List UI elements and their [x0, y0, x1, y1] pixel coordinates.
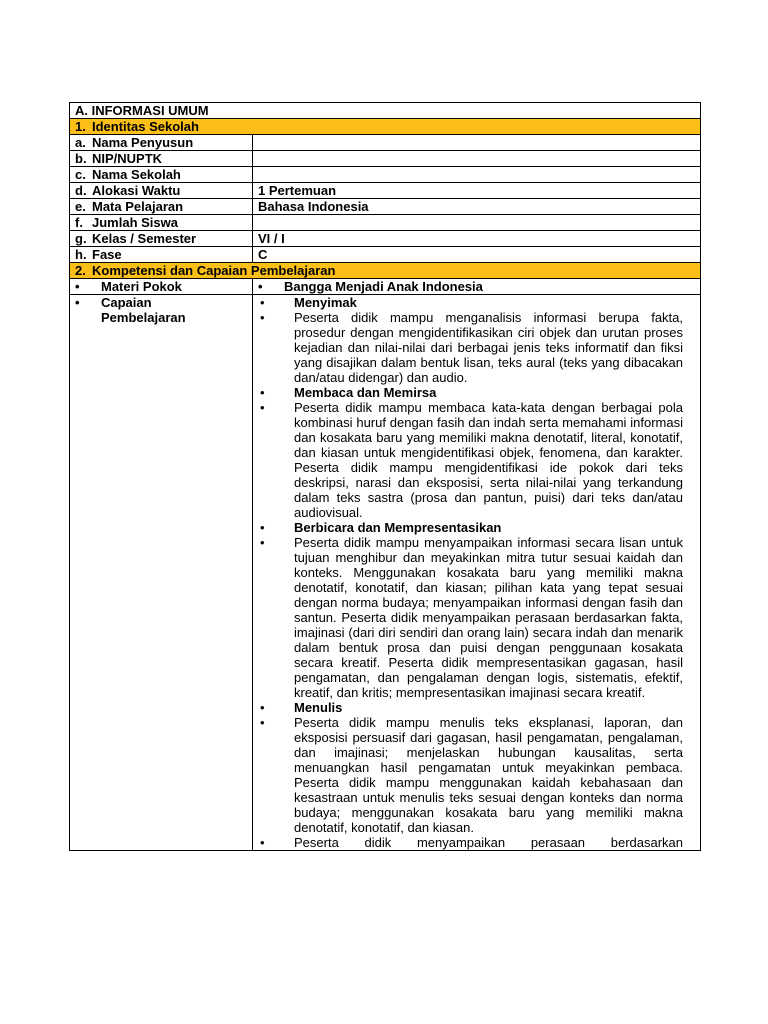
- identity-value: [253, 215, 701, 231]
- identity-value: C: [253, 247, 701, 263]
- identity-key: e.: [75, 199, 86, 214]
- list-item-text: Berbicara dan Mempresentasikan: [294, 520, 502, 535]
- list-item: [260, 310, 695, 385]
- section-2-row: [70, 263, 701, 279]
- section-2-label: Kompetensi dan Capaian Pembelajaran: [92, 263, 336, 278]
- bullet-icon: •: [260, 835, 265, 850]
- identity-row: [70, 215, 701, 231]
- section-a-row: [70, 103, 701, 119]
- list-heading: [260, 700, 695, 715]
- list-item: [260, 400, 695, 520]
- identity-label: NIP/NUPTK: [92, 151, 163, 166]
- list-heading: [260, 385, 695, 400]
- list-item-text: Peserta didik mampu menulis teks eksplanasi, laporan, dan eksposisi persuasif dari gagasan, hasil pengamatan, pengalaman, dan imajinasi; menjelaskan hubungan kausalitas, serta menuangkan hasil pengamatan untuk meyakinkan pembaca. Peserta didik mampu menggunakan kaidah kebahasaan dan kesastraan untuk menulis teks sesuai dengan konteks dan norma budaya; menggunakan kosakata baru yang memiliki makna denotatif, konotatif, dan kiasan.: [294, 715, 684, 835]
- identity-row: [70, 167, 701, 183]
- identity-label: Nama Penyusun: [92, 135, 194, 150]
- materi-row: [70, 279, 701, 295]
- identity-key: f.: [75, 215, 83, 230]
- identity-label: Kelas / Semester: [92, 231, 197, 246]
- section-a-heading: A. INFORMASI UMUM: [70, 103, 701, 119]
- bullet-icon: •: [260, 715, 265, 730]
- capaian-label-line2: Pembelajaran: [101, 310, 186, 325]
- materi-label: Materi Pokok: [101, 279, 182, 294]
- bullet-icon: •: [258, 279, 263, 294]
- section-2-heading: [70, 263, 701, 279]
- bullet-icon: •: [260, 385, 265, 400]
- bullet-icon: •: [260, 535, 265, 550]
- bullet-icon: •: [75, 279, 80, 294]
- identity-value: VI / I: [253, 231, 701, 247]
- capaian-label: [101, 295, 186, 325]
- list-item-text: Peserta didik menyampaikan perasaan berdasarkan: [294, 835, 684, 850]
- identity-label-cell: [70, 231, 253, 247]
- identity-label-cell: [70, 151, 253, 167]
- materi-label-cell: [70, 279, 253, 295]
- section-1-number: 1.: [75, 119, 86, 134]
- capaian-label-cell: [70, 295, 253, 851]
- bullet-icon: •: [260, 310, 265, 325]
- capaian-label-line1: Capaian: [101, 295, 152, 310]
- identity-label: Mata Pelajaran: [92, 199, 184, 214]
- materi-value-cell: [253, 279, 701, 295]
- list-heading: [260, 295, 695, 310]
- identity-key: g.: [75, 231, 87, 246]
- identity-key: c.: [75, 167, 86, 182]
- list-item: [260, 835, 695, 850]
- identity-row: [70, 199, 701, 215]
- bullet-icon: •: [260, 700, 265, 715]
- identity-key: h.: [75, 247, 87, 262]
- identity-key: d.: [75, 183, 87, 198]
- identity-value: 1 Pertemuan: [253, 183, 701, 199]
- section-2-number: 2.: [75, 263, 86, 278]
- identity-label-cell: [70, 199, 253, 215]
- identity-label: Nama Sekolah: [92, 167, 181, 182]
- list-item: [260, 715, 695, 835]
- identity-value: [253, 151, 701, 167]
- identity-label: Alokasi Waktu: [92, 183, 181, 198]
- identity-value: Bahasa Indonesia: [253, 199, 701, 215]
- bullet-icon: •: [75, 295, 80, 310]
- identity-label-cell: [70, 215, 253, 231]
- information-table: [69, 102, 701, 851]
- identity-value: [253, 135, 701, 151]
- identity-label-cell: [70, 167, 253, 183]
- bullet-icon: •: [260, 295, 265, 310]
- list-item-text: Peserta didik mampu menyampaikan informasi secara lisan untuk tujuan menghibur dan meyakinkan mitra tutur sesuai kaidah dan konteks. Menggunakan kosakata baru yang memiliki makna denotatif, konotatif, dan kiasan; pilihan kata yang tepat sesuai dengan norma budaya; menyampaikan informasi dengan fasih dan santun. Peserta didik menyampaikan perasaan berdasarkan fakta, imajinasi (dari diri sendiri dan orang lain) secara indah dan menarik dalam bentuk prosa dan puisi dengan penggunaan kosakata secara kreatif. Peserta didik mempresentasikan gagasan, hasil pengamatan, dan pengalaman dengan logis, sistematis, efektif, kreatif, dan kritis; mempresentasikan imajinasi secara kreatif.: [294, 535, 684, 700]
- list-item-text: Menyimak: [294, 295, 357, 310]
- list-item-text: Membaca dan Memirsa: [294, 385, 437, 400]
- section-1-row: [70, 119, 701, 135]
- identity-row: [70, 247, 701, 263]
- identity-label: Jumlah Siswa: [92, 215, 178, 230]
- materi-value: Bangga Menjadi Anak Indonesia: [284, 279, 483, 294]
- section-1-label: Identitas Sekolah: [92, 119, 199, 134]
- list-item: [260, 535, 695, 700]
- list-item-text: Menulis: [294, 700, 343, 715]
- identity-label: Fase: [92, 247, 122, 262]
- bullet-icon: •: [260, 400, 265, 415]
- identity-row: [70, 135, 701, 151]
- identity-label-cell: [70, 247, 253, 263]
- list-item-text: Peserta didik mampu menganalisis informasi berupa fakta, prosedur dengan mengidentifikasikan ciri objek dan urutan proses kejadian dan nilai-nilai dari berbagai jenis teks informatif dan fiksi yang disajikan dalam bentuk lisan, teks aural (teks yang dibacakan dan/atau didengar) dan audio.: [294, 310, 684, 385]
- identity-key: b.: [75, 151, 87, 166]
- identity-value: [253, 167, 701, 183]
- capaian-content-cell: [253, 295, 701, 851]
- bullet-icon: •: [260, 520, 265, 535]
- list-heading: [260, 520, 695, 535]
- identity-row: [70, 151, 701, 167]
- identity-key: a.: [75, 135, 86, 150]
- capaian-row: [70, 295, 701, 851]
- capaian-list: [260, 295, 695, 850]
- identity-label-cell: [70, 135, 253, 151]
- identity-label-cell: [70, 183, 253, 199]
- list-item-text: Peserta didik mampu membaca kata-kata dengan berbagai pola kombinasi huruf dengan fasih dan indah serta memahami informasi dan kosakata baru yang memiliki makna denotatif, literal, konotatif, dan kiasan untuk mengidentifikasi objek, fenomena, dan karakter. Peserta didik mampu mengidentifikasi ide pokok dari teks deskripsi, narasi dan eksposisi, serta nilai-nilai yang terkandung dalam teks sastra (prosa dan pantun, puisi) dari teks dan/atau audiovisual.: [294, 400, 684, 520]
- identity-row: [70, 231, 701, 247]
- identity-row: [70, 183, 701, 199]
- section-1-heading: [70, 119, 701, 135]
- identity-rows: [70, 135, 701, 263]
